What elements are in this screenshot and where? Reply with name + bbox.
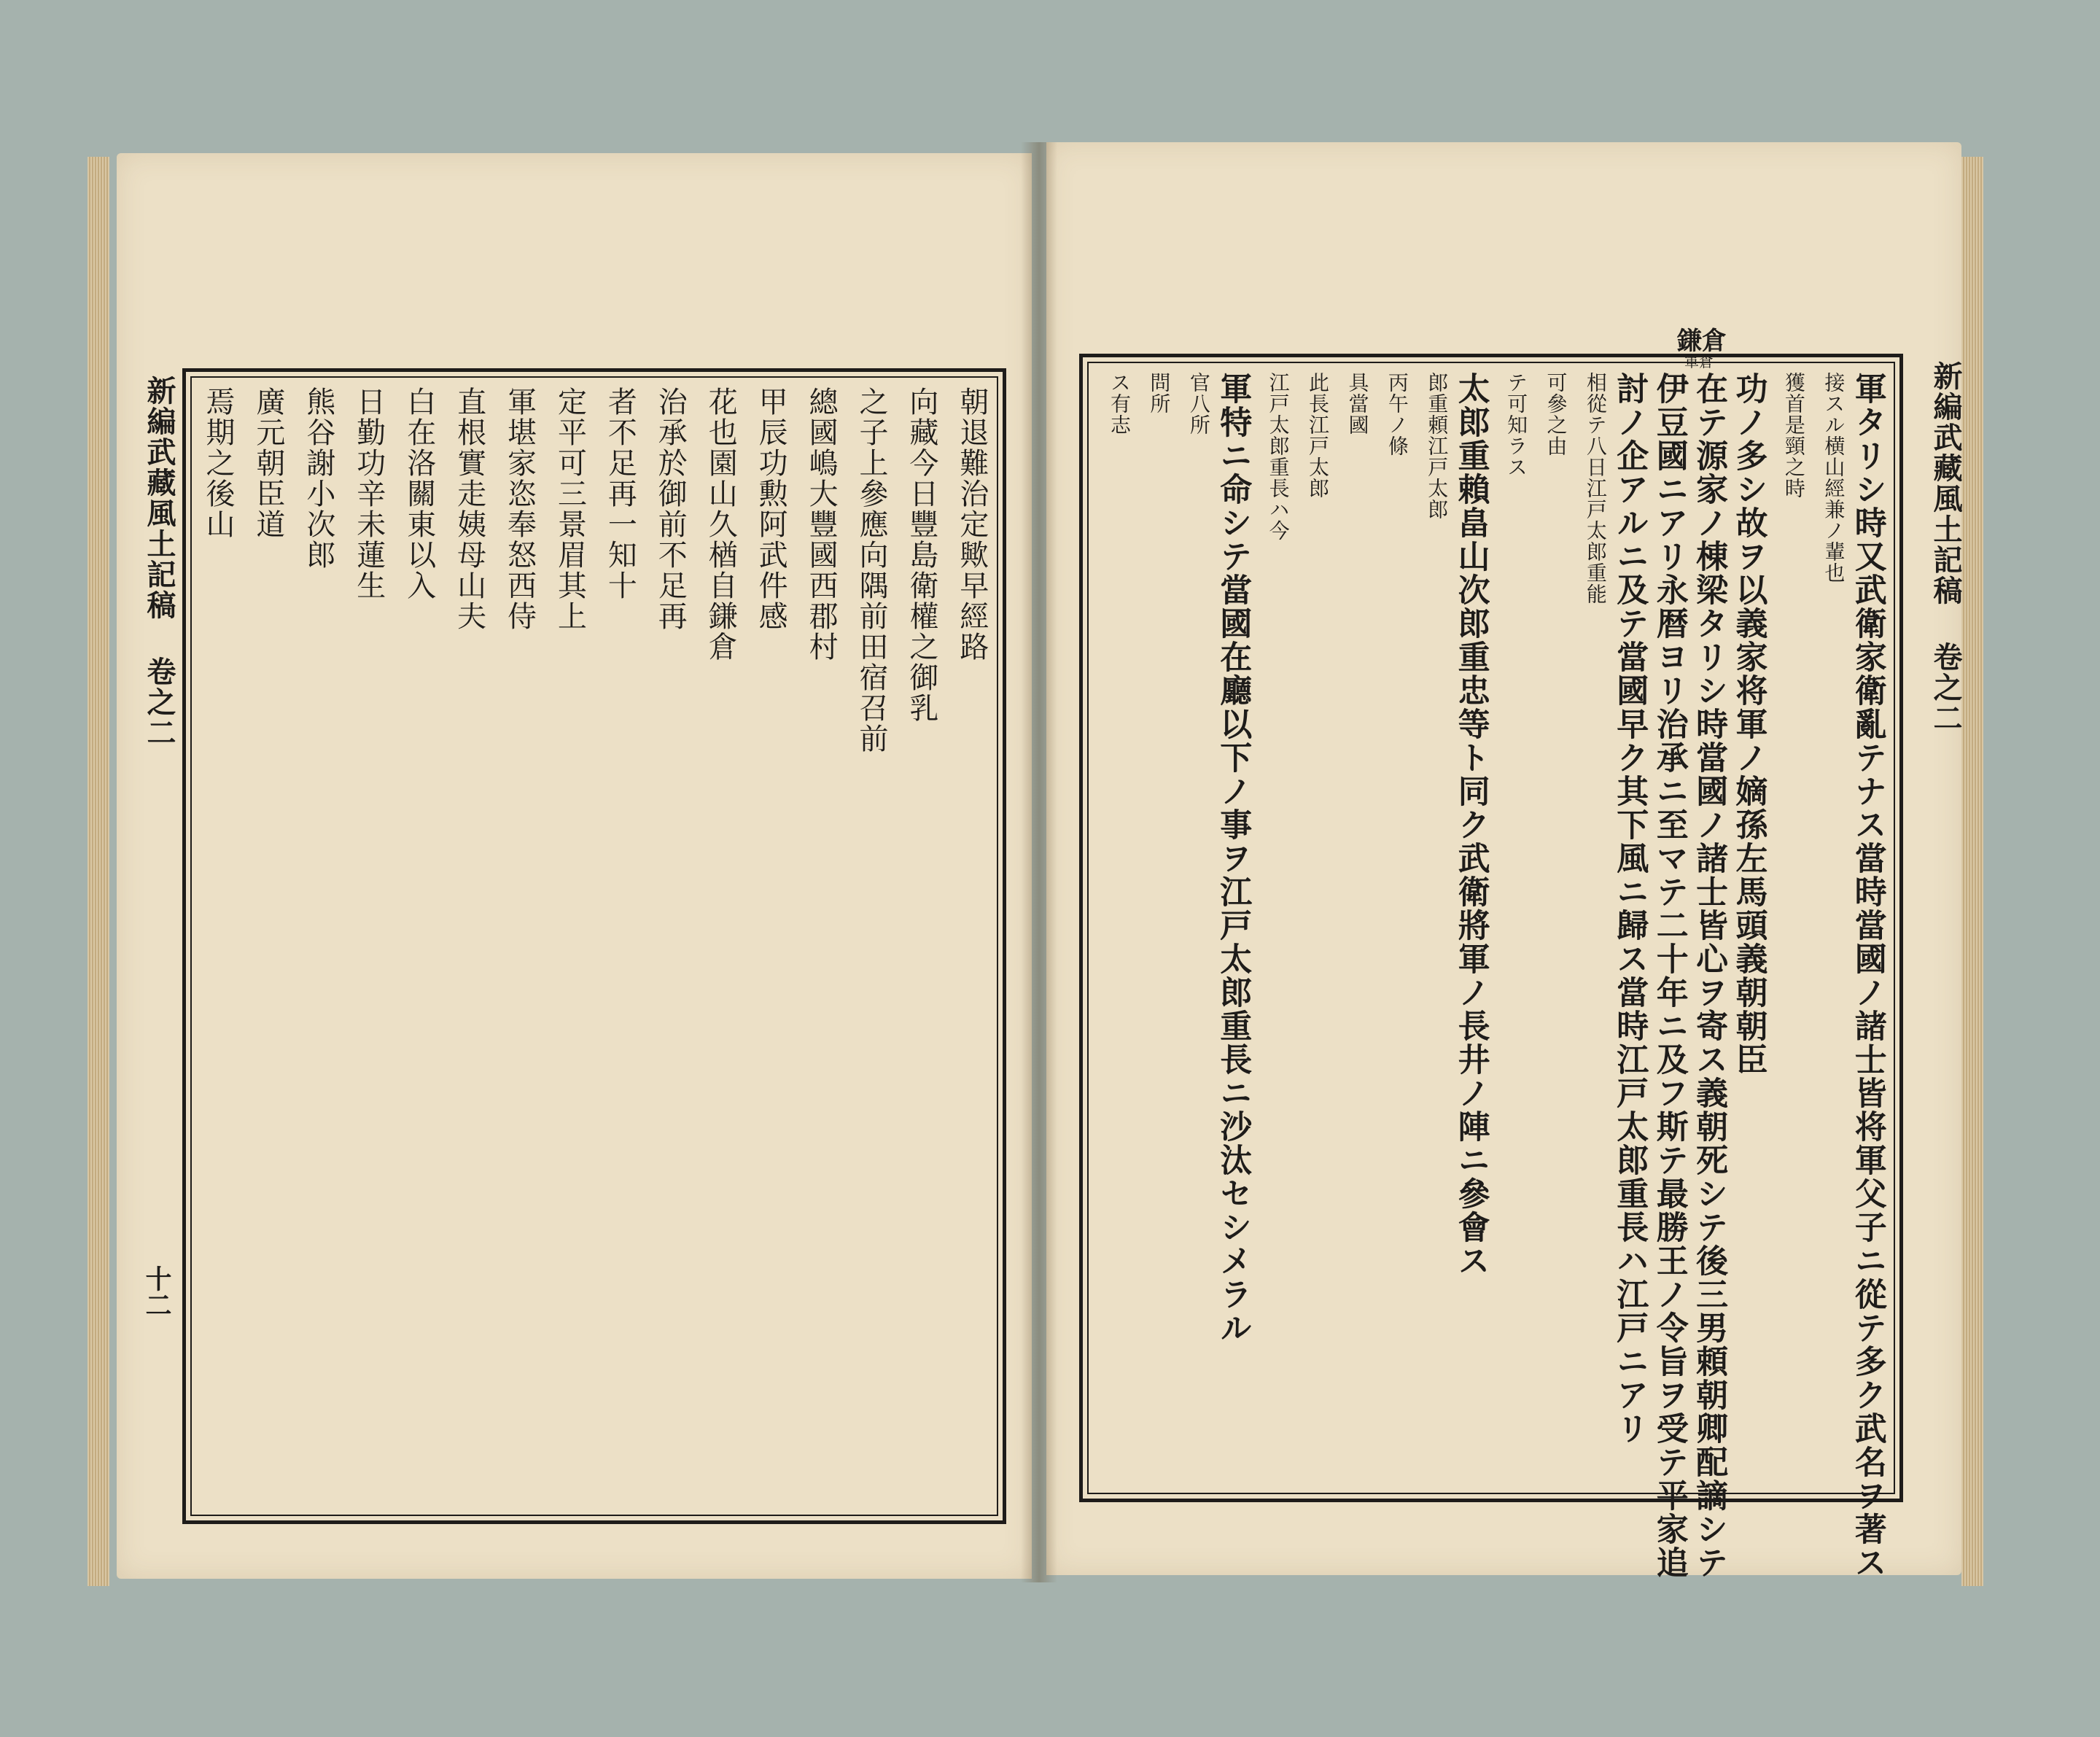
book-gutter [1021,142,1057,1582]
text-column: 廣元朝臣道 [251,386,285,540]
text-column: 焉期之後山 [201,386,235,540]
text-column: 軍タリシ時又武衛家衛亂テナス當時當國ノ諸士皆将軍父子ニ從テ多ク武名ヲ著ス [1848,372,1886,1579]
running-head-sub: 軍倉 [1684,353,1714,370]
running-head: 鎌倉 [1677,327,1727,356]
right-text-frame [1079,354,1903,1579]
text-column: 向藏今日豐島衛權之御乳 [904,386,938,723]
text-column: 軍特ニ命シテ當國在廳以下ノ事ヲ江戸太郎重長ニ沙汰セシメラル [1214,372,1252,1345]
text-column: 花也園山久楢自鎌倉 [704,386,738,662]
left-page-edges [88,157,109,1586]
text-column: 在テ源家ノ棟梁タリシ時當國ノ諸士皆心ヲ寄ス義朝死シテ後三男頼朝卿配謫シテ [1690,372,1728,1579]
text-column: 治承於御前不足再 [653,386,688,632]
text-column: 太郎重賴畠山次郎重忠等ト同ク武衛將軍ノ長井ノ陣ニ參會ス [1452,372,1490,1278]
text-column: ス有志 [1108,372,1132,435]
text-column: 白在洛關東以入 [402,386,436,601]
text-column: 軍堪家恣奉怒西侍 [502,386,537,632]
text-column: 接スル横山經兼ノ輩也 [1821,372,1846,583]
text-column: 直根實走姨母山夫 [452,386,486,632]
text-column: 具當國 [1345,372,1370,435]
text-column: 郎重頼江戸太郎 [1425,372,1450,520]
left-margin-title: 新編武藏風土記稿 卷之二 [142,376,176,748]
text-column: 定平可三景眉其上 [553,386,587,632]
text-column: 相從テ八日江戸太郎重能 [1583,372,1608,605]
left-text-frame [182,368,1006,1524]
text-column: 此長江戸太郎 [1306,372,1331,499]
text-column: 功ノ多シ故ヲ以義家将軍ノ嫡孫左馬頭義朝朝臣 [1730,372,1768,1076]
text-column: 討ノ企アルニ及テ當國早ク其下風ニ歸ス當時江戸太郎重長ハ江戸ニアリ [1611,372,1649,1445]
text-column: 之子上參應向隅前田宿召前 [854,386,888,754]
text-column: 獲首是頸之時 [1781,372,1806,499]
text-column: 甲辰功勲阿武件感 [754,386,788,632]
text-column: 伊豆國ニアリ永暦ヨリ治承ニ至マテ二十年ニ及フ斯テ最勝王ノ令旨ヲ受テ平家追 [1650,372,1688,1579]
text-column: 熊谷謝小次郎 [301,386,335,570]
left-page-number: 十二 [141,1265,172,1318]
text-column: 朝退難治定歟早經路 [954,386,989,662]
right-text-columns [1099,372,1886,1579]
text-column: 者不足再一知十 [603,386,637,601]
text-column: 江戸太郎重長ハ今 [1266,372,1291,541]
text-column: 總國嶋大豐國西郡村 [804,386,839,662]
text-column: 問所 [1147,372,1172,414]
right-margin-title: 新編武藏風土記稿 卷之二 [1929,361,1963,734]
text-column: テ可知ラス [1504,372,1529,478]
text-column: 日勤功辛未蓮生 [351,386,386,601]
text-column: 可參之由 [1544,372,1568,456]
left-text-columns [202,386,987,1506]
text-column: 丙午ノ條 [1385,372,1409,456]
book-spread [117,142,1969,1593]
text-column: 官八所 [1186,372,1211,435]
